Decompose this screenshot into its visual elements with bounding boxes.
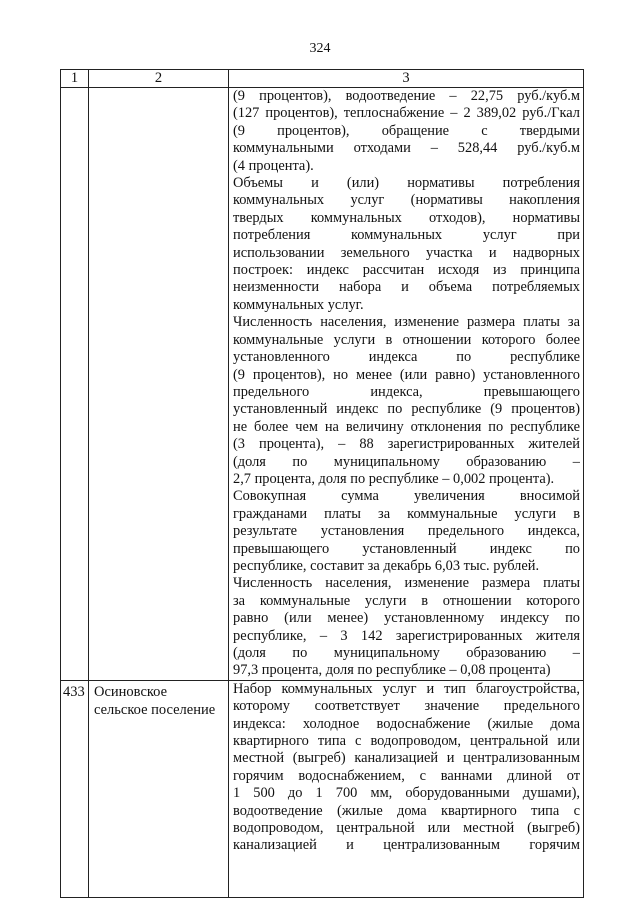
table-row <box>61 88 584 681</box>
text-line: водопроводом, центральной или местной (выгреб) <box>233 820 580 837</box>
text-line: местной (выгреб) канализацией и централизованным <box>233 750 580 767</box>
text-line: коммунальные услуги в отношении которого более <box>233 331 580 348</box>
text-line: Объемы и (или) нормативы потребления <box>233 175 580 192</box>
text-line: установленный индекс по республике (9 процентов) <box>233 401 580 418</box>
text-line: использовании земельного участка и надворных <box>233 244 580 261</box>
text-line: водоотведение (жилые дома квартирного типа с <box>233 802 580 819</box>
text-line: (доля по муниципальному образованию – <box>233 453 580 470</box>
text-line: горячим водоснабжением, с ваннами длиной от <box>233 767 580 784</box>
text-line: 2,7 процента, доля по республике – 0,002 процента). <box>233 470 555 487</box>
text-line: (доля по муниципальному образованию – <box>233 645 580 661</box>
column-header-3: 3 <box>229 70 584 88</box>
text-line: (9 процентов), но менее (или равно) установленного <box>233 366 580 383</box>
text-line: потребления коммунальных услуг при <box>233 227 580 244</box>
settlement-name-line: сельское поселение <box>94 701 216 718</box>
text-line: республике, составит за декабрь 6,03 тыс. рублей. <box>233 557 540 574</box>
text-line: установленного индекса по республике <box>233 349 580 366</box>
row-number-cell <box>61 680 89 897</box>
text-line: которому соответствует значение предельного <box>233 698 580 715</box>
text-line: гражданами платы за коммунальные услуги в <box>233 505 580 522</box>
table-header-row <box>61 70 584 88</box>
text-line: неизменности набора и объема потребляемых <box>233 279 580 296</box>
text-line: равно (или менее) установленному индексу по <box>233 610 580 627</box>
document-table <box>60 69 584 898</box>
text-line: (9 процентов), водоотведение – 22,75 руб./куб.м <box>233 88 580 104</box>
column-header-1: 1 <box>61 70 89 88</box>
description-text <box>229 88 583 680</box>
text-line: Численность населения, изменение размера платы за <box>233 314 580 331</box>
text-line: не более чем на величину отклонения по республике <box>233 418 580 435</box>
text-line: Набор коммунальных услуг и тип благоустройства, <box>233 680 580 697</box>
row-number-cell <box>61 88 89 681</box>
page-number: 324 <box>309 41 331 56</box>
text-line: (4 процента). <box>233 157 314 174</box>
text-line: твердых коммунальных отходов), нормативы <box>233 209 580 226</box>
text-line: Совокупная сумма увеличения вносимой <box>233 488 580 505</box>
text-line: индекса: холодное водоснабжение (жилые дома <box>233 715 580 732</box>
text-line: республике, – 3 142 зарегистрированных жителя <box>233 627 580 644</box>
text-line: коммунальными отходами – 528,44 руб./куб.м <box>233 140 580 157</box>
text-line: Численность населения, изменение размера платы <box>233 575 580 592</box>
settlement-name-line: Осиновское <box>94 683 168 700</box>
text-line: превышающего установленный индекс по <box>233 540 580 557</box>
description-cell <box>229 680 584 897</box>
settlement-name-cell <box>89 88 229 681</box>
text-line: квартирного типа с водопроводом, центральной или <box>233 733 580 750</box>
text-line: коммунальных услуг (нормативы накопления <box>233 192 580 209</box>
text-line: коммунальных услуг. <box>233 296 364 313</box>
text-line: результате установления предельного индекса, <box>233 523 580 540</box>
description-cell <box>229 88 584 681</box>
description-text <box>229 681 583 897</box>
text-line: предельного индекса, превышающего <box>233 383 580 400</box>
text-line: канализацией и централизованным горячим <box>233 837 580 854</box>
text-line: (3 процента), – 88 зарегистрированных жителей <box>233 436 580 453</box>
settlement-name-cell <box>89 680 229 897</box>
table-row <box>61 680 584 897</box>
text-line: (9 процентов), обращение с твердыми <box>233 122 580 139</box>
text-line: за коммунальные услуги в отношении которого <box>233 592 580 609</box>
text-line: (127 процентов), теплоснабжение – 2 389,02 руб./Гкал <box>233 105 580 122</box>
text-line: 97,3 процента, доля по республике – 0,08 процента) <box>233 662 551 679</box>
text-line: построек: индекс рассчитан исходя из принципа <box>233 262 580 279</box>
row-number: 433 <box>63 683 85 700</box>
column-header-2: 2 <box>89 70 229 88</box>
text-line: 1 500 до 1 700 мм, оборудованными душами), <box>233 785 580 802</box>
